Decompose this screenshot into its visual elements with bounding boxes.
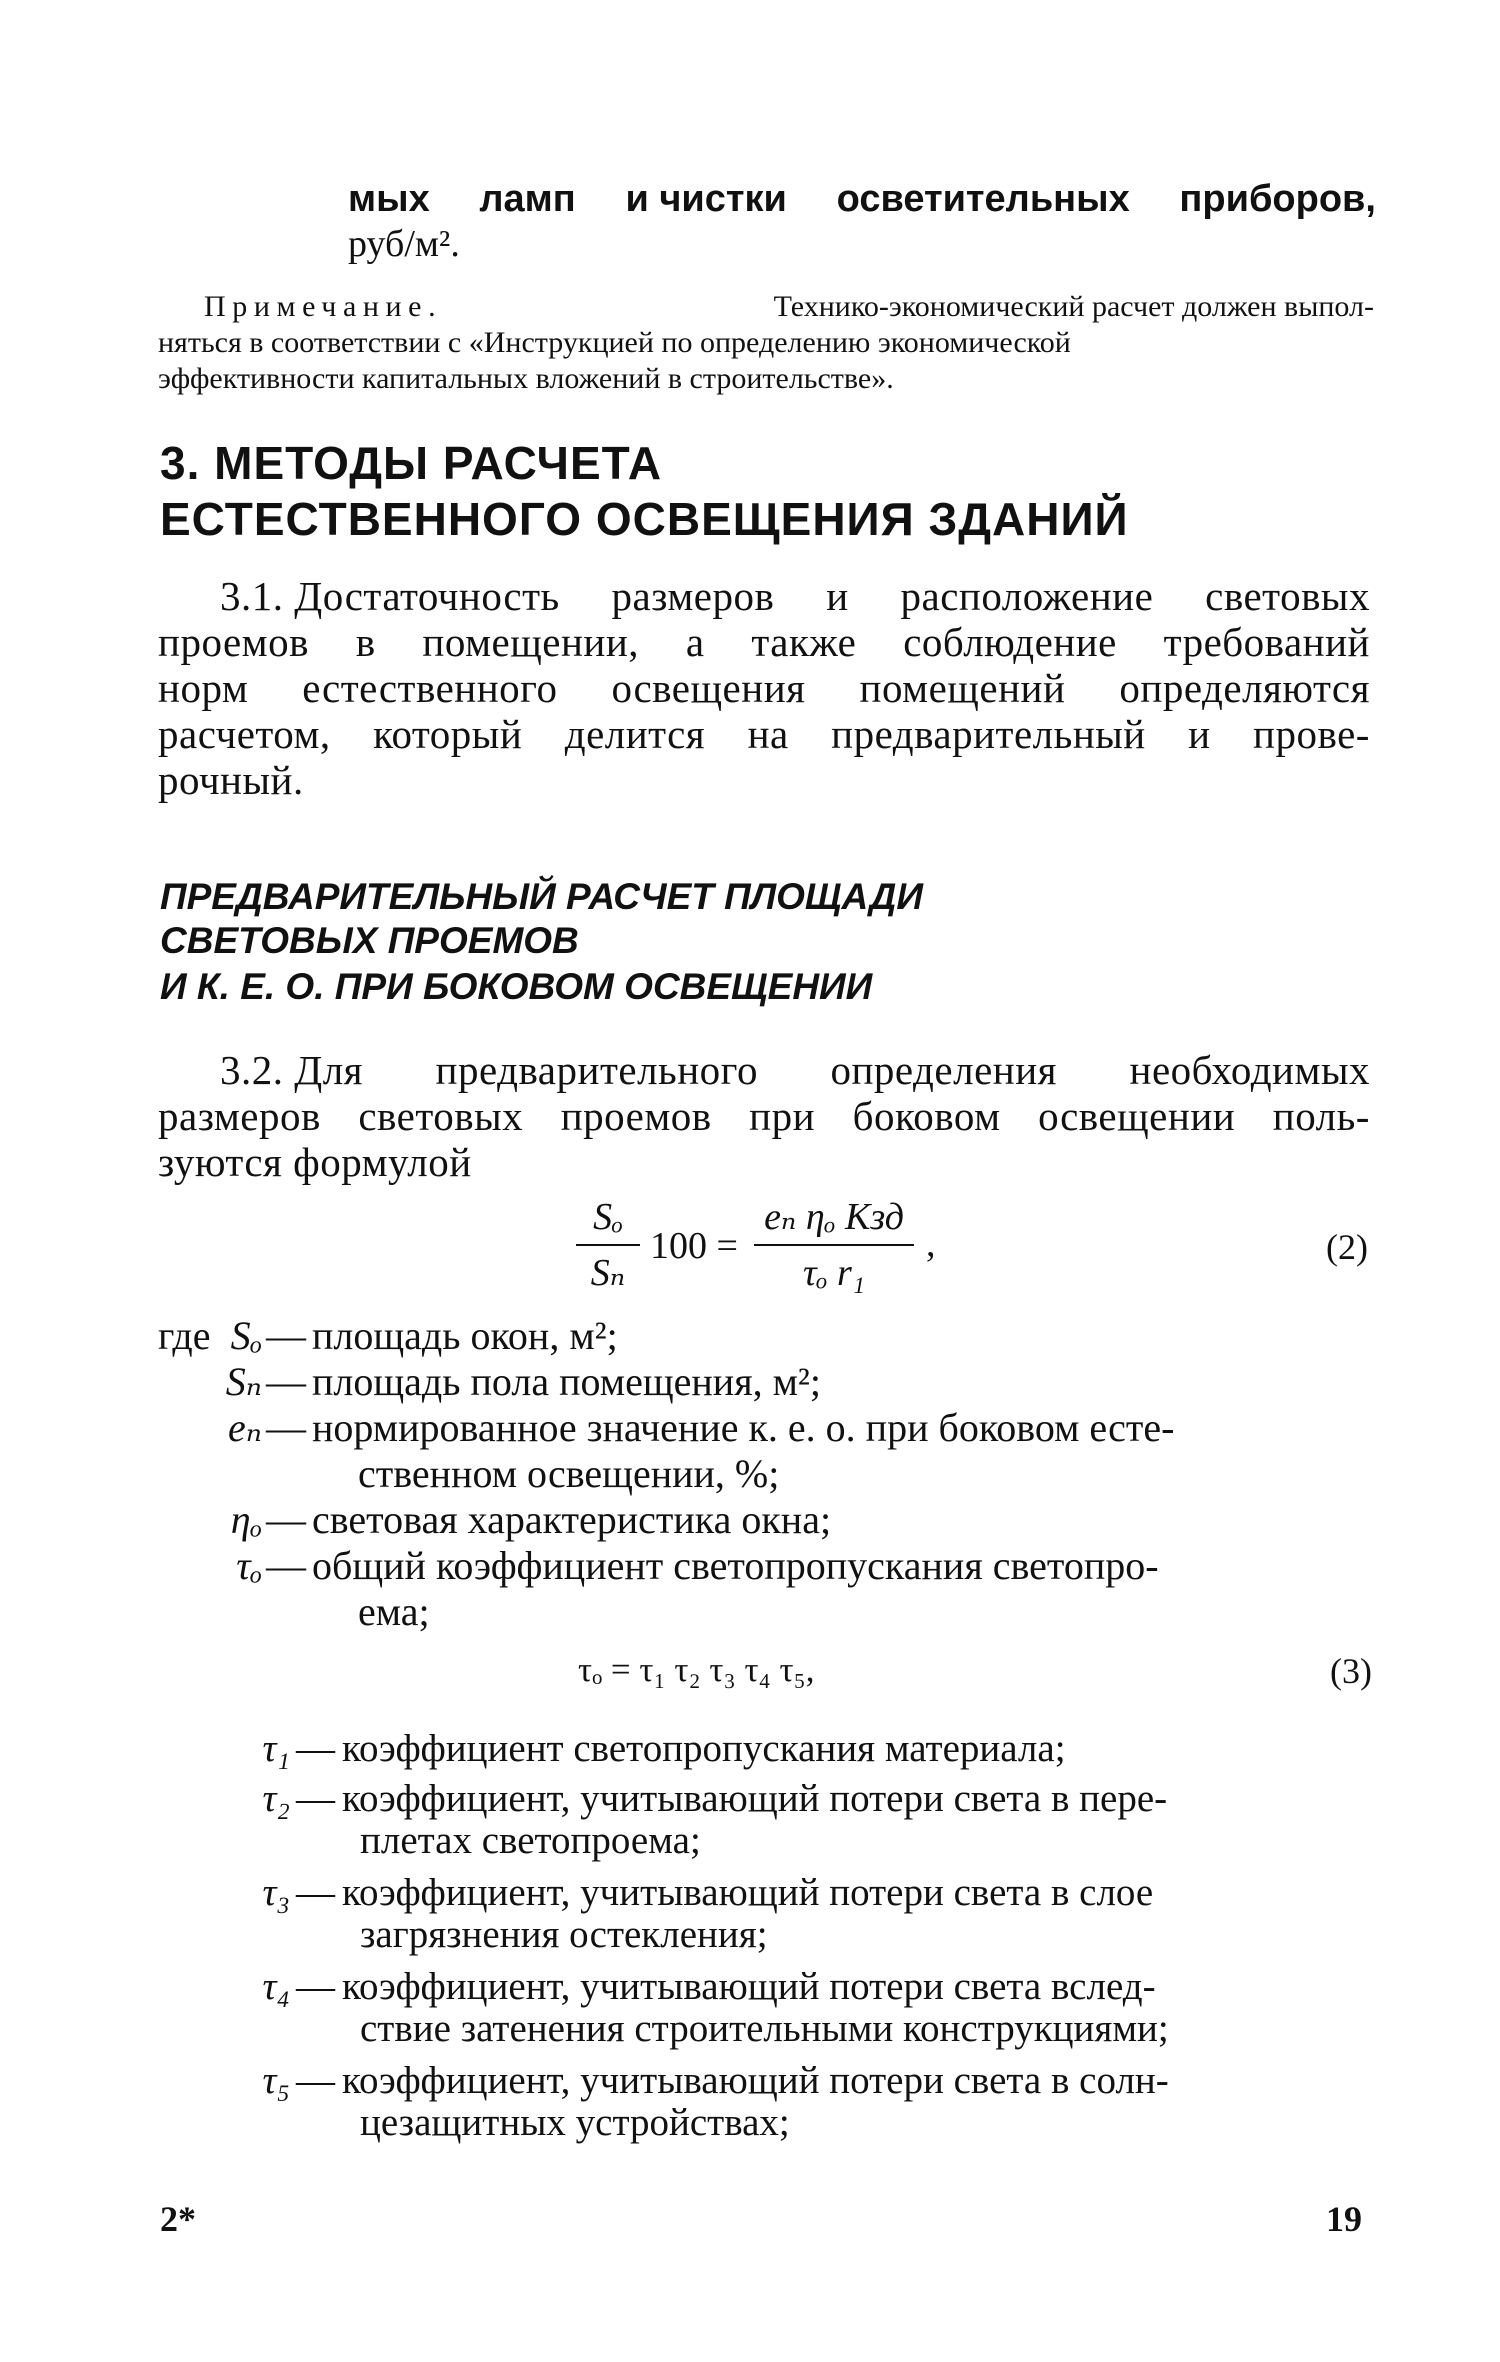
word: размеров [611,573,775,619]
word: световых [358,1093,524,1139]
formula-3: τₒ = τ₁ τ₂ τ₃ τ₄ τ₅, [578,1650,815,1689]
definition-dash: — [266,1359,306,1404]
formula-2-number: (2) [1326,1227,1368,1267]
word: расчетом, [158,711,331,757]
note-label: Примечание. [204,290,443,323]
word: определяются [1119,665,1370,711]
word: боковом [852,1093,1001,1139]
formula-2-multiplier: 100 = [650,1225,738,1267]
word: прове- [1253,711,1370,757]
tau-text: коэффициент, учитывающий потери света вслед- [342,1965,1156,2008]
definition-text: общий коэффициент светопропускания светопро- [312,1543,1159,1588]
tau-text-continued: ствие затенения строительными конструкциями; [360,2007,1169,2050]
para-3-1-line-5: рочный. [158,757,304,803]
formula-2-rhs-numerator: eₙ ηₒ Kзд [764,1196,904,1238]
word: 3.1. Достаточность [220,573,560,619]
word: помещении, [422,619,640,665]
word: а [685,619,705,665]
word: освещении [1038,1093,1236,1139]
tau-text: коэффициент светопропускания материала; [342,1727,1066,1770]
definition-text-continued: ема; [358,1589,430,1634]
tau-symbol: τ₁ [262,1727,290,1770]
definition-text: нормированное значение к. е. о. при боковом есте- [312,1405,1175,1450]
word: помещений [859,665,1066,711]
tau-symbol: τ₅ [262,2059,290,2102]
fraction-bar [754,1244,914,1246]
definition-text: площадь окон, м²; [312,1313,618,1358]
word: проемов [158,619,309,665]
tau-dash: — [296,1871,335,1914]
word: в [355,619,376,665]
word: приборов, [1179,178,1376,220]
definition-text: площадь пола помещения, м²; [312,1359,822,1404]
signature-mark: 2* [160,2199,196,2239]
tau-dash: — [296,1727,335,1770]
word: и [1188,711,1211,757]
definition-dash: — [266,1405,306,1450]
tau-text: коэффициент, учитывающий потери света в солн- [342,2059,1169,2102]
word: световых [1205,573,1370,619]
tau-dash: — [296,1777,335,1820]
tau-text: коэффициент, учитывающий потери света в пере- [342,1777,1168,1820]
subheading-line-2: СВЕТОВЫХ ПРОЕМОВ [160,920,579,961]
para-3-2-line-3: зуются формулой [158,1139,472,1185]
word: делится [564,711,706,757]
section-title-line-1: 3. МЕТОДЫ РАСЧЕТА [160,437,663,489]
tau-text: коэффициент, учитывающий потери света в слое [342,1871,1154,1914]
where-label: где [158,1313,211,1358]
word: и чистки [625,178,787,220]
word: мых [348,178,430,220]
word: предварительный [831,711,1146,757]
definition-symbol: ηₒ [230,1497,262,1542]
definition-dash: — [266,1313,306,1358]
definition-text-continued: ственном освещении, %; [358,1451,780,1496]
word: определения [830,1047,1058,1093]
formula-2-rhs-fraction [754,1198,914,1292]
formula-2-lhs-fraction [576,1198,640,1292]
word: 3.2. Для [220,1047,364,1093]
continuation-line-1 [348,178,1376,221]
formula-2-comma: , [926,1223,936,1265]
word: также [751,619,857,665]
formula-2-lhs-denominator: Sₙ [590,1252,626,1294]
word: и [826,573,849,619]
word: на [747,711,789,757]
tau-symbol: τ₃ [262,1871,290,1914]
word: проемов [560,1093,712,1139]
word: ламп [479,178,576,220]
definition-symbol: Sₙ [225,1359,262,1404]
page-number: 19 [1326,2199,1362,2239]
definition-symbol: eₙ [228,1405,262,1450]
para-3-1-line-2 [158,618,1370,666]
note-line-1 [204,290,1374,324]
subheading-line-3: И К. Е. О. ПРИ БОКОВОМ ОСВЕЩЕНИИ [160,966,873,1007]
word: предварительного [435,1047,758,1093]
para-3-2-line-2 [158,1092,1370,1140]
word: соблюдение [903,619,1117,665]
note-line-2: няться в соответствии с «Инструкцией по определению экономической [158,326,1071,359]
definition-text: световая характеристика окна; [312,1497,832,1542]
definition-dash: — [266,1497,306,1542]
section-title-line-2: ЕСТЕСТВЕННОГО ОСВЕЩЕНИЯ ЗДАНИЙ [160,493,1129,545]
formula-2-lhs-numerator: Sₒ [593,1196,623,1238]
word: при [749,1093,816,1139]
word: требований [1163,619,1370,665]
fraction-bar [576,1244,640,1246]
word: норм [158,665,249,711]
definition-symbol: τₒ [236,1543,262,1588]
subheading-line-1: ПРЕДВАРИТЕЛЬНЫЙ РАСЧЕТ ПЛОЩАДИ [160,876,923,917]
definition-symbol: Sₒ [230,1313,262,1358]
para-3-1-line-1 [220,572,1370,620]
para-3-1-line-4 [158,710,1370,758]
tau-text-continued: цезащитных устройствах; [360,2101,790,2144]
tau-text-continued: загрязнения остекления; [360,1913,768,1956]
tau-dash: — [296,2059,335,2102]
tau-dash: — [296,1965,335,2008]
note-line-3: эффективности капитальных вложений в строительстве». [158,362,894,395]
tau-symbol: τ₂ [262,1777,290,1820]
note-line-1-text: Технико-экономический расчет должен выпол- [773,290,1374,323]
para-3-1-line-3 [158,664,1370,712]
tau-text-continued: плетах светопроема; [360,1819,701,1862]
word: расположение [900,573,1154,619]
word: освещения [611,665,806,711]
word: естественного [302,665,558,711]
definition-dash: — [266,1543,306,1588]
word: необходимых [1129,1047,1370,1093]
para-3-2-line-1 [220,1046,1370,1094]
word: осветительных [836,178,1130,220]
tau-symbol: τ₄ [262,1965,290,2008]
formula-3-number: (3) [1330,1651,1372,1691]
formula-2-rhs-denominator: τₒ r₁ [803,1252,865,1294]
continuation-line-2: руб/м². [348,223,460,265]
word: поль- [1272,1093,1370,1139]
word: размеров [158,1093,321,1139]
word: который [373,711,523,757]
